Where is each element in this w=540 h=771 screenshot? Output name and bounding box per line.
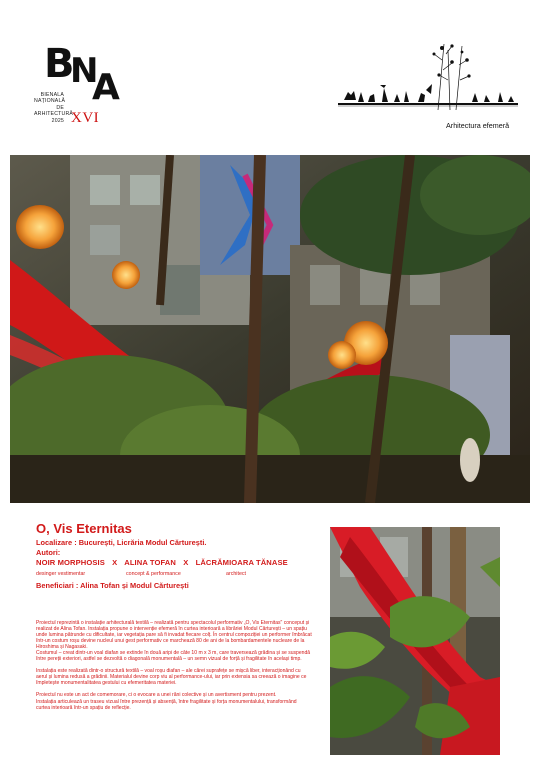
author-separator: X [183, 558, 189, 567]
author-name: ALINA TOFAN [124, 558, 176, 567]
logo-text-lines [34, 92, 74, 124]
project-beneficiary: Beneficiari : Alina Tofan și Modul Cărturești [36, 581, 189, 590]
author-role: concept & performance [126, 571, 181, 577]
project-location: Localizare : București, Licrăria Modul Cărturești. [36, 538, 207, 547]
description-paragraph: Proiectul nu este un act de comemorare, ci o evocare a unei răni colective și un avertisment pentru prezent. Instalația articulează un traseu vizual între prezență și absență, între fragilitate și forța monumentalului, transformând curtea interioară într-un spațiu de reflecție. [36, 692, 297, 711]
logo-line: NAȚIONALĂ [34, 98, 66, 105]
project-description [36, 620, 312, 717]
ephemeral-architecture-illustration [338, 40, 518, 116]
logo-line: BIENALA [40, 92, 64, 98]
authors-line [36, 558, 293, 567]
author-name: NOIR MORPHOSIS [36, 558, 105, 567]
logo-letter-a: A [92, 67, 120, 108]
header-caption: Arhitectura efemeră [446, 121, 510, 130]
description-paragraph: Proiectul reprezintă o instalație arhitecturală textilă – realizată pentru spectacolul performativ „O, Vis Eternitas" conceput și realizat de Alina Tofan. Instalația propune o intervenție efemeră în curtea interioară a librăriei Modul Cărturești – un spațiu unde lumina pătrunde cu dificultate, iar vegetația pare să fi invadat fiecare colț. În centrul compoziției un performer îmbrăcat într-un costum roșu devine nucleul unui gest performativ ce marchează 80 de ani de la bombardamentele nucleare de la Hiroshima și Nagasaki. Costumul – creat dintr-un voal diafan se extinde în două aripi de câte 10 m x 3 m, care traversează grădina și se suspendă între pereții exteriori, astfel se dezvoltă o diagonală monumentală – un semn vizual de forță și fragilitate în același timp. [36, 620, 312, 663]
logo-line: 2025 [51, 117, 64, 124]
logo-letter-b: B [44, 41, 75, 87]
courtyard-photo [10, 155, 530, 503]
author-separator: X [112, 558, 118, 567]
authors-label: Autori: [36, 548, 61, 557]
logo-line: ARHITECTURĂ [34, 111, 74, 118]
logo-line: DE [56, 104, 64, 111]
author-role: architect [226, 571, 247, 577]
description-paragraph: Instalația este realizată dintr-o structură textilă – voal roșu diafan – ale cărei suprafețe se mișcă liber, interacționând cu aerul și lumina redusă a grădinii. Materialul devine corp viu al performance-ului, iar prin extensia sa creează o imagine ce împletește monumentalitatea gestului cu efemeritatea materiei. [36, 668, 307, 687]
bna-logo [34, 41, 124, 144]
red-veil-photo [330, 527, 500, 755]
author-name: LĂCRĂMIOARA TĂNASE [195, 558, 288, 567]
logo-edition: XVI [71, 110, 100, 126]
logo-letter-n: N [70, 51, 99, 91]
project-title: O, Vis Eternitas [36, 521, 132, 536]
author-role: desinger vestimentar [36, 571, 86, 577]
